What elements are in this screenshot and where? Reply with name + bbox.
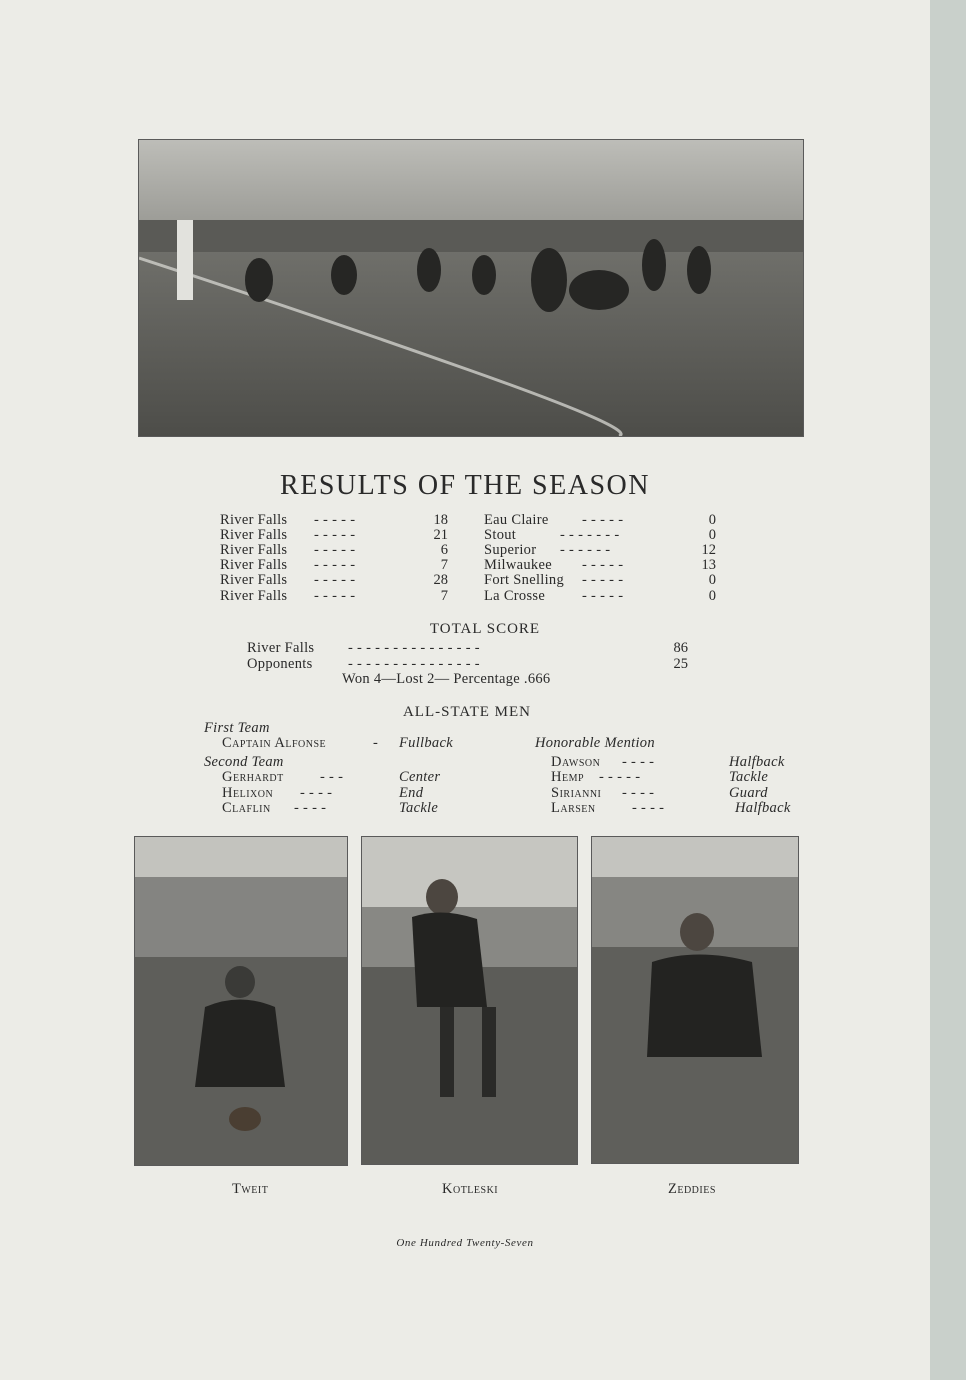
player-name: Helixon xyxy=(222,785,274,801)
player-position: Halfback xyxy=(729,754,785,770)
opponent-name: Eau Claire xyxy=(484,512,549,528)
team-name: River Falls xyxy=(220,588,288,604)
player-position: Tackle xyxy=(399,800,439,816)
opponent-score: 0 xyxy=(708,512,716,528)
total-score-heading: TOTAL SCORE xyxy=(429,621,541,637)
player-position: Center xyxy=(399,769,441,785)
river-falls-total-score: 86 xyxy=(673,640,688,656)
opponent-name: La Crosse xyxy=(484,588,546,604)
player-name: Dawson xyxy=(551,754,601,770)
leader-dashes: - - - - - xyxy=(582,512,624,528)
leader-dashes: - - - - - xyxy=(582,588,624,604)
team-score: 28 xyxy=(433,572,448,588)
team-score: 7 xyxy=(440,588,448,604)
leader-dashes: - - - - - - - - - - - - - - - xyxy=(348,640,480,656)
player-name: Captain Alfonse xyxy=(222,735,327,751)
player-name: Larsen xyxy=(551,800,596,816)
leader-dashes: - - - - - xyxy=(314,527,356,543)
caption-tweit: Tweit xyxy=(232,1181,269,1197)
leader-dashes: - - - - - xyxy=(314,512,356,528)
first-team-label: First Team xyxy=(204,720,270,736)
team-name: River Falls xyxy=(220,572,288,588)
player-position: Halfback xyxy=(735,800,791,816)
opponent-score: 0 xyxy=(708,572,716,588)
leader-dashes: - - - - xyxy=(622,754,655,770)
opponent-name: Milwaukee xyxy=(484,557,552,573)
river-falls-total-label: River Falls xyxy=(247,640,315,656)
player-position: Guard xyxy=(729,785,768,801)
opponents-total-label: Opponents xyxy=(247,656,313,672)
football-game-photo xyxy=(138,139,804,437)
opponent-score: 0 xyxy=(708,527,716,543)
leader-dashes: - - - - - xyxy=(314,542,356,558)
opponent-score: 13 xyxy=(701,557,716,573)
leader-dashes: - - - xyxy=(320,769,344,785)
leader-dashes: - - - - xyxy=(632,800,665,816)
honorable-mention-label: Honorable Mention xyxy=(535,735,655,751)
player-photo-tweit xyxy=(134,836,348,1166)
player-position: Tackle xyxy=(729,769,769,785)
player-position: Fullback xyxy=(399,735,453,751)
page-edge xyxy=(930,0,966,1380)
leader-dashes: - - - - xyxy=(300,785,333,801)
caption-zeddies: Zeddies xyxy=(668,1181,716,1197)
opponent-name: Stout xyxy=(484,527,517,543)
page-number-footer: One Hundred Twenty-Seven xyxy=(396,1237,534,1249)
leader-dashes: - - - - - xyxy=(314,588,356,604)
team-name: River Falls xyxy=(220,542,288,558)
team-score: 18 xyxy=(433,512,448,528)
player-position: End xyxy=(399,785,424,801)
opponents-total-score: 25 xyxy=(673,656,688,672)
team-name: River Falls xyxy=(220,527,288,543)
second-team-label: Second Team xyxy=(204,754,284,770)
leader-dashes: - - - - - xyxy=(314,557,356,573)
leader-dashes: - - - - - xyxy=(599,769,641,785)
leader-dashes: - - - - - - xyxy=(560,542,611,558)
player-name: Claflin xyxy=(222,800,271,816)
team-name: River Falls xyxy=(220,512,288,528)
leader-dashes: - - - - xyxy=(294,800,327,816)
season-record: Won 4—Lost 2— Percentage .666 xyxy=(342,671,551,687)
leader-dashes: - - - - xyxy=(622,785,655,801)
all-state-heading: ALL-STATE MEN xyxy=(402,704,532,720)
leader-dashes: - xyxy=(373,735,379,751)
player-name: Hemp xyxy=(551,769,585,785)
player-name: Gerhardt xyxy=(222,769,284,785)
player-photo-kotleski xyxy=(361,836,578,1165)
team-score: 6 xyxy=(440,542,448,558)
leader-dashes: - - - - - - - - - - - - - - - xyxy=(348,656,480,672)
leader-dashes: - - - - - xyxy=(314,572,356,588)
opponent-score: 12 xyxy=(701,542,716,558)
caption-kotleski: Kotleski xyxy=(442,1181,499,1197)
player-photo-zeddies xyxy=(591,836,799,1164)
team-score: 7 xyxy=(440,557,448,573)
page-title: RESULTS OF THE SEASON xyxy=(280,470,650,501)
opponent-name: Superior xyxy=(484,542,537,558)
team-score: 21 xyxy=(433,527,448,543)
leader-dashes: - - - - - - - xyxy=(560,527,620,543)
leader-dashes: - - - - - xyxy=(582,572,624,588)
team-name: River Falls xyxy=(220,557,288,573)
opponent-score: 0 xyxy=(708,588,716,604)
player-name: Sirianni xyxy=(551,785,602,801)
leader-dashes: - - - - - xyxy=(582,557,624,573)
opponent-name: Fort Snelling xyxy=(484,572,565,588)
